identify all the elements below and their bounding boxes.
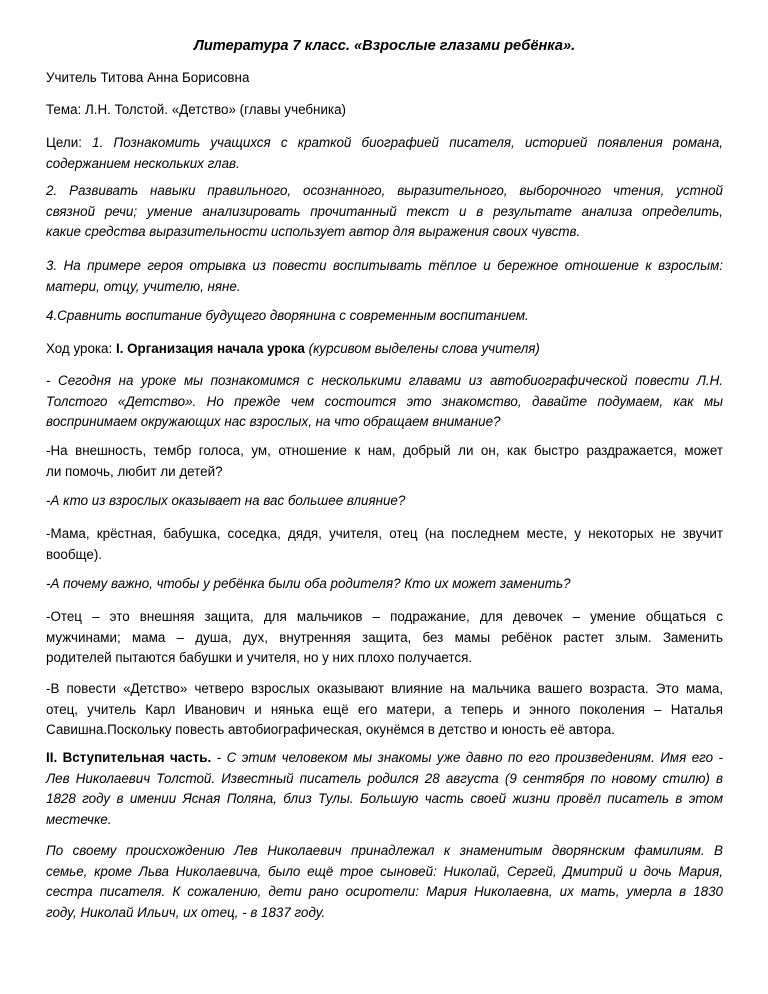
topic-text: Тема: Л.Н. Толстой. «Детство» (главы учебника) bbox=[46, 102, 346, 117]
goal-4-text: 4.Сравнить воспитание будущего дворянина с современным воспитанием. bbox=[46, 308, 529, 323]
intro-line-1 bbox=[46, 748, 723, 769]
teacher-question-2 bbox=[46, 491, 723, 512]
intro-text-1: - С этим человеком мы знакомы уже давно по его произведениям. Имя его - bbox=[211, 750, 723, 765]
page-title: Литература 7 класс. «Взрослые глазами ребёнка». bbox=[193, 38, 576, 54]
lesson-label: Ход урока: bbox=[46, 341, 113, 356]
family-line-2: семье, кроме Льва Николаевича, было ещё трое сыновей: Николай, Сергей, Дмитрий и дочь Мария, bbox=[46, 863, 723, 879]
family-line-1: По своему происхождению Лев Николаевич принадлежал к знаменитым дворянским фамилиям. В bbox=[46, 843, 723, 858]
goal-3 bbox=[46, 256, 723, 297]
teacher-text: Учитель Титова Анна Борисовна bbox=[46, 70, 250, 85]
student-answer-4 bbox=[46, 679, 723, 741]
a3-line-3: родителей пытаются бабушки и учителя, но у них плохо получается. bbox=[46, 650, 473, 665]
q1-line-2: Толстого «Детство». Но прежде чем состоится это знакомство, давайте подумаем, как мы bbox=[46, 393, 723, 409]
a3-line-1: -Отец – это внешняя защита, для мальчиков – подражание, для девочек – умение общаться с bbox=[46, 609, 723, 624]
a4-line-3: Савишна.Поскольку повесть автобиографическая, окунёмся в детство и юность её автора. bbox=[46, 722, 615, 737]
a4-line-1: -В повести «Детство» четверо взрослых оказывают влияние на мальчика вашего возраста. Это мама, bbox=[46, 681, 723, 696]
teacher-line bbox=[46, 68, 723, 89]
goal-2-line-2: связной речи; умение анализировать прочитанный текст и в результате анализа определить, bbox=[46, 203, 723, 219]
lesson-heading-line bbox=[46, 339, 723, 360]
a2-line-1: -Мама, крёстная, бабушка, соседка, дядя, учителя, отец (на последнем месте, у некоторых не звучит bbox=[46, 526, 723, 541]
section-2-title: II. Вступительная часть. bbox=[46, 750, 212, 765]
section-1-title: I. Организация начала урока bbox=[115, 341, 305, 356]
q3-text: -А почему важно, чтобы у ребёнка были оба родителя? Кто их может заменить? bbox=[46, 576, 571, 591]
a2-line-2: вообще). bbox=[46, 546, 103, 562]
goal-2-line-3: какие средства выразительности использует автор для выражения своих чувств. bbox=[46, 224, 581, 239]
family-line-3: сестра писателя. К сожалению, дети рано осиротели: Мария Николаевна, их мать, умерла в 1830 bbox=[46, 884, 723, 899]
student-answer-3 bbox=[46, 607, 723, 669]
teacher-question-1 bbox=[46, 371, 723, 433]
goal-2-line-1: 2. Развивать навыки правильного, осознанного, выразительного, выборочного чтения, устной bbox=[46, 183, 723, 198]
student-answer-2 bbox=[46, 524, 723, 565]
intro-line-3: 1828 году в имении Ясная Поляна, близ Тулы. Большую часть своей жизни провёл писатель в этом bbox=[46, 791, 723, 806]
goal-3-line-1: 3. На примере героя отрывка из повести воспитывать тёплое и бережное отношение к взрослым: bbox=[46, 258, 723, 273]
goal-2 bbox=[46, 181, 723, 243]
goal-1-text: 1. Познакомить учащихся с краткой биографией писателя, историей появления романа, bbox=[92, 135, 723, 150]
intro-section bbox=[46, 748, 723, 830]
goal-1-text-cont: содержанием нескольких глав. bbox=[46, 155, 240, 171]
goal-1-line bbox=[46, 133, 723, 154]
family-paragraph bbox=[46, 841, 723, 923]
q1-line-1: - Сегодня на уроке мы познакомимся с несколькими главами из автобиографической повести Л.Н. bbox=[46, 373, 723, 388]
goals-label: Цели: bbox=[46, 135, 82, 150]
a4-line-2: отец, учитель Карл Иванович и нянька ещё его матери, а теперь и энного поколения – Наталья bbox=[46, 701, 723, 717]
goal-1 bbox=[46, 133, 723, 174]
section-1-note: (курсивом выделены слова учителя) bbox=[308, 341, 540, 356]
student-answer-1 bbox=[46, 441, 723, 482]
a1-line-2: ли помочь, любит ли детей? bbox=[46, 463, 223, 479]
topic-line bbox=[46, 100, 723, 121]
q1-line-3: воспринимаем окружающих нас взрослых, на что обращаем внимание? bbox=[46, 414, 501, 429]
a1-line-1: -На внешность, тембр голоса, ум, отношение к нам, добрый ли он, как быстро раздражается, может bbox=[46, 443, 723, 458]
intro-line-4: местечке. bbox=[46, 811, 112, 827]
lesson-heading bbox=[46, 339, 723, 360]
q2-text: -А кто из взрослых оказывает на вас большее влияние? bbox=[46, 493, 406, 508]
a3-line-2: мужчинами; мама – душа, дух, внутренняя защита, без мамы ребёнок растет злым. Заменить bbox=[46, 629, 723, 645]
family-line-4: году, Николай Ильич, их отец, - в 1837 году. bbox=[46, 904, 326, 920]
teacher-question-3 bbox=[46, 574, 723, 595]
goal-4 bbox=[46, 306, 723, 327]
goal-3-line-2: матери, отцу, учителю, няне. bbox=[46, 278, 241, 294]
intro-line-2: Лев Николаевич Толстой. Известный писатель родился 28 августа (9 сентября по новому стилю) в bbox=[46, 770, 723, 786]
